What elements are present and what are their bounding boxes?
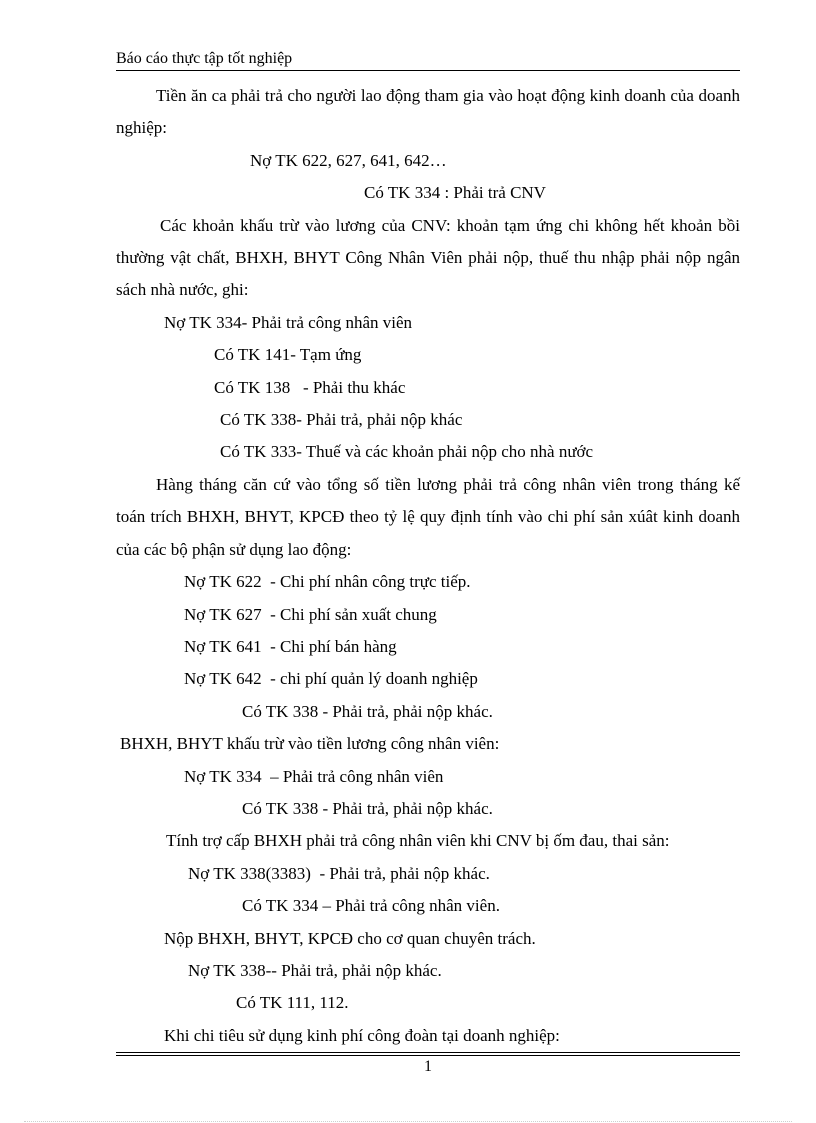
entry-credit-line: Có TK 338 - Phải trả, phải nộp khác. [242,701,493,721]
page-header: Báo cáo thực tập tốt nghiệp [116,50,293,67]
footer-rule [116,1052,740,1053]
paragraph-deduction-note: BHXH, BHYT khấu trừ vào tiền lương công nhân viên: [120,734,500,754]
page-number: 1 [424,1058,432,1075]
entry-debit-line: Nợ TK 334 – Phải trả công nhân viên [184,766,444,786]
entry-credit-line: Có TK 333- Thuế và các khoản phải nộp cho nhà nước [220,442,594,462]
entry-debit-line: Nợ TK 641 - Chi phí bán hàng [184,636,397,656]
entry-credit-line: Có TK 141- Tạm ứng [214,345,362,365]
entry-credit-line: Có TK 138 - Phải thu khác [214,377,406,397]
paragraph-benefit-note: Tính trợ cấp BHXH phải trả công nhân viên khi CNV bị ốm đau, thai sản: [166,831,670,851]
entry-credit-line: Có TK 338- Phải trả, phải nộp khác [220,410,463,430]
entry-credit-line: Có TK 334 : Phải trả CNV [364,183,546,203]
paragraph-union-fund-note: Khi chi tiêu sử dụng kinh phí công đoàn tại doanh nghiệp: [164,1025,560,1045]
entry-credit-line: Có TK 338 - Phải trả, phải nộp khác. [242,798,493,818]
entry-credit-line: Có TK 334 – Phải trả công nhân viên. [242,896,500,916]
document-body [116,80,740,1052]
paragraph-monthly-allocation: Hàng tháng căn cứ vào tổng số tiền lương phải trả công nhân viên trong tháng kế toán trích BHXH, BHYT, KPCĐ theo tỷ lệ quy định tính vào chi phí sản xúât kinh doanh của các bộ phận sử dụng lao động: [116,474,740,559]
header-rule [116,70,740,71]
paragraph-payment-note: Nộp BHXH, BHYT, KPCĐ cho cơ quan chuyên trách. [164,928,536,948]
entry-debit-line: Nợ TK 642 - chi phí quản lý doanh nghiệp [184,669,478,689]
entry-debit-line: Nợ TK 622, 627, 641, 642… [250,150,447,170]
page-bottom-dotted-line [24,1121,792,1122]
entry-debit-line: Nợ TK 622 - Chi phí nhân công trực tiếp. [184,572,471,592]
entry-credit-line: Có TK 111, 112. [236,993,349,1013]
entry-debit-line: Nợ TK 338-- Phải trả, phải nộp khác. [188,960,442,980]
paragraph-deductions: Các khoản khấu trừ vào lương của CNV: khoản tạm ứng chi không hết khoản bồi thường vật chất, BHXH, BHYT Công Nhân Viên phải nộp, thuế thu nhập phải nộp ngân sách nhà nước, ghi: [116,215,740,300]
footer-rule [116,1055,740,1056]
entry-debit-line: Nợ TK 334- Phải trả công nhân viên [164,312,413,332]
entry-debit-line: Nợ TK 338(3383) - Phải trả, phải nộp khác. [188,863,490,883]
entry-debit-line: Nợ TK 627 - Chi phí sản xuất chung [184,604,437,624]
paragraph-meal-allowance: Tiền ăn ca phải trả cho người lao động tham gia vào hoạt động kinh doanh của doanh nghiệp: [116,86,740,138]
